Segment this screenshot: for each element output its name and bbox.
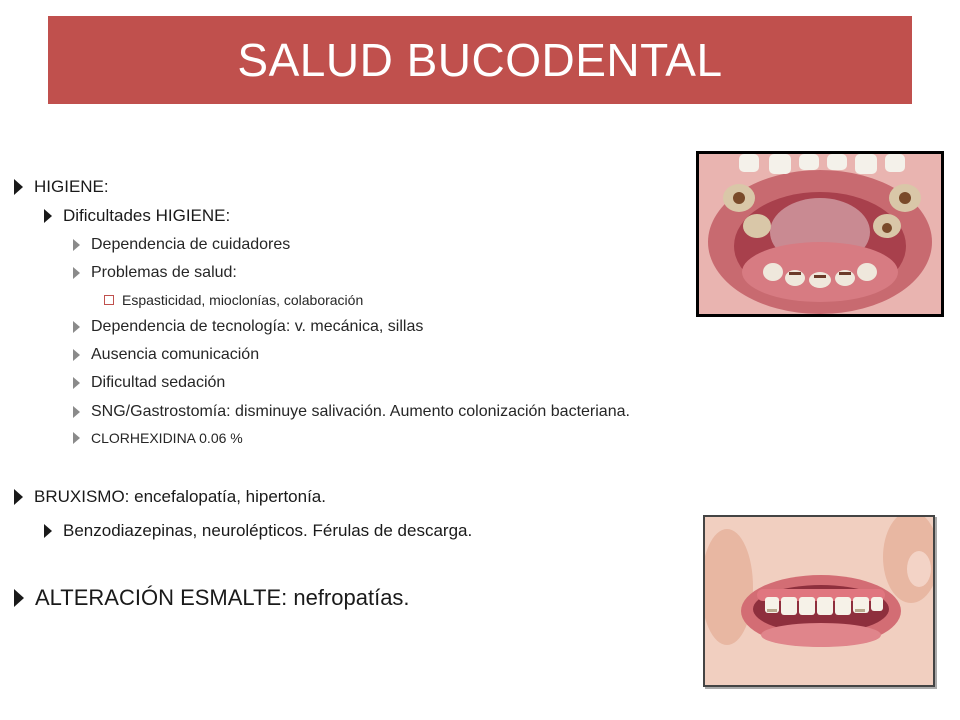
arrow-bullet-icon (44, 524, 52, 538)
bullet-clorhexidina (73, 430, 243, 446)
bullet-text: HIGIENE: (34, 177, 109, 196)
arrow-bullet-icon (14, 589, 24, 607)
bullet-sng (73, 403, 630, 421)
bullet-dependencia-cuidadores (73, 236, 290, 254)
arrow-bullet-icon (73, 267, 80, 279)
bullet-problemas-salud (73, 264, 237, 282)
bullet-dependencia-tecnologia (73, 318, 423, 336)
arrow-bullet-icon (73, 406, 80, 418)
bullet-ausencia (73, 346, 259, 364)
bullet-bruxismo (14, 487, 326, 507)
arrow-bullet-icon (73, 432, 80, 444)
arrow-bullet-icon (14, 179, 23, 195)
square-bullet-icon (104, 295, 114, 305)
bullet-text: CLORHEXIDINA 0.06 % (91, 430, 243, 446)
bullet-higiene (14, 177, 109, 197)
bullet-text: Dificultad sedación (91, 374, 226, 391)
bullet-espasticidad (104, 292, 363, 308)
bullet-text: Benzodiazepinas, neurolépticos. Férulas de descarga. (63, 521, 473, 540)
arrow-bullet-icon (73, 321, 80, 333)
arrow-bullet-icon (14, 489, 23, 505)
bullet-text: BRUXISMO: encefalopatía, hipertonía. (34, 487, 326, 506)
bullet-text: Dependencia de tecnología: v. mecánica, sillas (91, 318, 424, 335)
bullet-text: Dependencia de cuidadores (91, 236, 291, 253)
arrow-bullet-icon (73, 239, 80, 251)
child-teeth-enamel-photo (703, 515, 935, 687)
open-mouth-caries-photo (696, 151, 944, 317)
slide-title: SALUD BUCODENTAL (237, 34, 723, 86)
teeth-illustration (705, 517, 933, 685)
arrow-bullet-icon (44, 209, 52, 223)
bullet-text: Dificultades HIGIENE: (63, 206, 231, 225)
title-bar (48, 16, 912, 104)
bullet-text: Espasticidad, mioclonías, colaboración (122, 292, 364, 308)
bullet-text: ALTERACIÓN ESMALTE: nefropatías. (35, 585, 410, 610)
bullet-text: Ausencia comunicación (91, 346, 260, 363)
bullet-text: Problemas de salud: (91, 264, 237, 281)
bullet-dificultades (44, 206, 230, 226)
mouth-illustration (699, 154, 941, 314)
arrow-bullet-icon (73, 377, 80, 389)
arrow-bullet-icon (73, 349, 80, 361)
bullet-esmalte (14, 585, 410, 611)
bullet-benzodiazepinas (44, 521, 472, 541)
bullet-text: SNG/Gastrostomía: disminuye salivación. Aumento colonización bacteriana. (91, 403, 630, 420)
bullet-sedacion (73, 374, 225, 392)
